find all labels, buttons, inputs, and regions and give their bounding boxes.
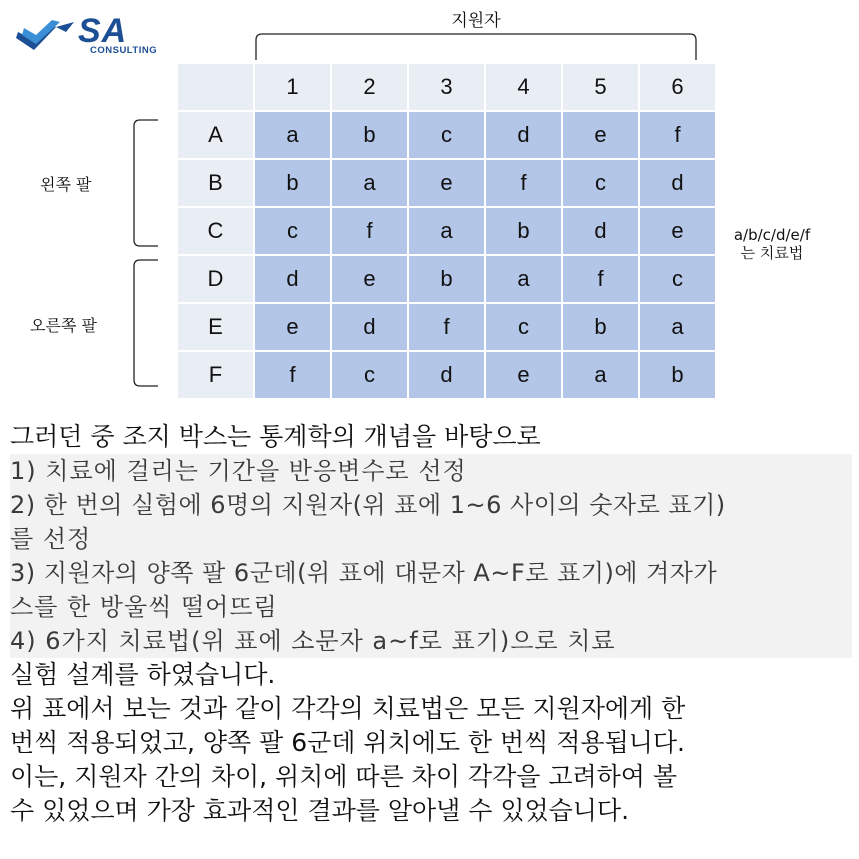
row-header: B	[177, 159, 254, 207]
design-line: 실험 설계를 하였습니다.	[10, 660, 276, 689]
table-cell: f	[331, 207, 408, 255]
table-cell: d	[562, 207, 639, 255]
table-cell: a	[485, 255, 562, 303]
right-arm-brace	[130, 258, 160, 390]
step-1-line: 1) 치료에 걸리는 기간을 반응변수로 선정	[10, 454, 852, 488]
table-cell: b	[408, 255, 485, 303]
step-2-line-cont: 를 선정	[10, 522, 852, 556]
row-header: F	[177, 351, 254, 399]
table-cell: a	[331, 159, 408, 207]
table-cell: e	[485, 351, 562, 399]
right-arm-label: 오른쪽 팔	[30, 316, 97, 335]
explanation-text	[10, 420, 852, 828]
step-3-line-cont: 스를 한 방울씩 떨어뜨림	[10, 590, 852, 624]
column-header: 2	[331, 63, 408, 111]
column-header: 6	[639, 63, 716, 111]
table-cell: b	[331, 111, 408, 159]
table-cell: f	[408, 303, 485, 351]
volunteer-label: 지원자	[451, 11, 501, 31]
table-cell: d	[485, 111, 562, 159]
row-header: D	[177, 255, 254, 303]
row-header: A	[177, 111, 254, 159]
table-cell: b	[562, 303, 639, 351]
table-cell: f	[485, 159, 562, 207]
column-header: 5	[562, 63, 639, 111]
table-row	[177, 207, 716, 255]
table-cell: c	[331, 351, 408, 399]
logo-mark-icon	[16, 18, 76, 52]
paragraph-line: 이는, 지원자 간의 차이, 위치에 따른 차이 각각을 고려하여 볼	[10, 762, 678, 791]
table-cell: e	[562, 111, 639, 159]
paragraph-line: 수 있었으며 가장 효과적인 결과를 알아낼 수 있었습니다.	[10, 796, 630, 825]
left-arm-brace	[130, 118, 160, 250]
intro-line: 그러던 중 조지 박스는 통계학의 개념을 바탕으로	[10, 422, 541, 451]
table-cell: e	[331, 255, 408, 303]
table-cell: a	[562, 351, 639, 399]
row-header: E	[177, 303, 254, 351]
table-cell: e	[254, 303, 331, 351]
treatment-note	[722, 226, 822, 262]
table-cell: b	[254, 159, 331, 207]
table-row	[177, 303, 716, 351]
table-cell: d	[408, 351, 485, 399]
table-header-row	[177, 63, 716, 111]
table-cell: a	[639, 303, 716, 351]
row-header: C	[177, 207, 254, 255]
table-cell: e	[408, 159, 485, 207]
table-cell: c	[485, 303, 562, 351]
treatment-note-line1: a/b/c/d/e/f	[733, 226, 811, 244]
paragraph-line: 번씩 적용되었고, 양쪽 팔 6군데 위치에도 한 번씩 적용됩니다.	[10, 728, 685, 757]
step-2-line: 2) 한 번의 실험에 6명의 지원자(위 표에 1~6 사이의 숫자로 표기)	[10, 488, 852, 522]
table-cell: c	[254, 207, 331, 255]
table-row	[177, 111, 716, 159]
table-cell: f	[254, 351, 331, 399]
column-header: 4	[485, 63, 562, 111]
table-cell: d	[254, 255, 331, 303]
table-cell: a	[254, 111, 331, 159]
table-cell: b	[639, 351, 716, 399]
table-cell: d	[331, 303, 408, 351]
table-cell: f	[562, 255, 639, 303]
table-corner-cell	[177, 63, 254, 111]
table-row	[177, 255, 716, 303]
table-cell: d	[639, 159, 716, 207]
logo-text-sa: SA	[78, 12, 128, 50]
table-row	[177, 351, 716, 399]
logo-text-consulting: CONSULTING	[90, 45, 158, 56]
left-arm-label: 왼쪽 팔	[40, 175, 92, 194]
treatment-note-line2: 는 치료법	[740, 244, 804, 262]
table-cell: c	[639, 255, 716, 303]
table-cell: e	[639, 207, 716, 255]
table-cell: f	[639, 111, 716, 159]
table-cell: c	[408, 111, 485, 159]
sa-consulting-logo	[16, 12, 156, 58]
table-cell: c	[562, 159, 639, 207]
latin-square-table	[176, 62, 717, 400]
table-cell: a	[408, 207, 485, 255]
column-header: 1	[254, 63, 331, 111]
paragraph-line: 위 표에서 보는 것과 같이 각각의 치료법은 모든 지원자에게 한	[10, 694, 686, 723]
table-row	[177, 159, 716, 207]
column-header: 3	[408, 63, 485, 111]
table-cell: b	[485, 207, 562, 255]
step-4-line: 4) 6가지 치료법(위 표에 소문자 a~f로 표기)으로 치료	[10, 624, 852, 658]
step-3-line: 3) 지원자의 양쪽 팔 6군데(위 표에 대문자 A~F로 표기)에 겨자가	[10, 556, 852, 590]
top-brace	[254, 32, 698, 62]
